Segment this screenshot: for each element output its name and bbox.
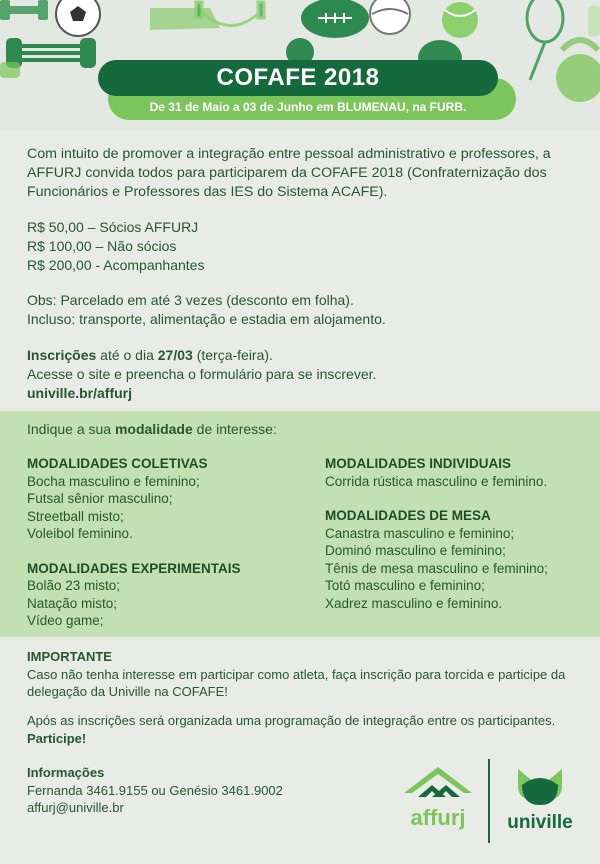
list-item: Corrida rústica masculino e feminino. [325,473,548,489]
registration-date: 27/03 [157,347,193,363]
individual-modalities-heading: MODALIDADES INDIVIDUAIS [325,456,512,471]
registration-label: Inscrições [27,347,97,363]
list-item: Natação misto; [27,595,118,611]
important-heading: IMPORTANTE [27,649,112,664]
list-item: Streetball misto; [27,508,124,524]
contact-email[interactable]: affurj@univille.br [27,800,124,815]
svg-text:affurj: affurj [410,805,466,830]
price-item: R$ 200,00 - Acompanhantes [27,257,205,273]
title-pill [98,60,498,96]
contact-info [27,764,283,817]
contact-phones: Fernanda 3461.9155 ou Genésio 3461.9002 [27,782,283,798]
list-item: Totó masculino e feminino; [325,578,485,593]
volleyball-icon [370,0,410,34]
intro-paragraph: Com intuito de promover a integração entre pessoal administrativo e professores, a AFFURJ convida todos para participarem da COFAFE 2018 (Confraternização dos Funcionários e Professores das IES do Sistema ACAFE). [27,146,551,200]
dumbbell-icon-right [588,6,600,36]
obs-line: Obs: Parcelado em até 3 vezes (desconto em folha). [27,292,354,308]
logos [398,755,578,847]
included-line: Incluso: transporte, alimentação e estadia em alojamento. [27,311,386,327]
registration-instructions: Acesse o site e preencha o formulário para se inscrever. [27,366,377,382]
kettlebell-icon-left [0,62,20,78]
price-item: R$ 50,00 – Sócios AFFURJ [27,219,199,235]
call-to-action: Participe! [27,730,87,746]
list-item: Voleibol feminino. [27,526,133,541]
contact-heading: Informações [27,765,105,780]
list-item: Futsal sênior masculino; [27,491,173,506]
observations [27,291,386,329]
soccer-ball-icon [56,0,100,36]
collective-modalities-heading: MODALIDADES COLETIVAS [27,456,208,471]
event-dates: De 31 de Maio a 03 de Junho em BLUMENAU, na FURB. [149,100,467,114]
program-notice [27,712,587,747]
modalities-left-column [27,455,307,630]
list-item: Bolão 23 misto; [27,578,121,593]
registration-mid: até o dia [96,347,158,363]
affurj-logo [404,767,472,830]
modalities-right-column [325,455,595,612]
list-item: Tênis de mesa masculino e feminino; [325,560,548,576]
registration-info [27,346,376,403]
tennis-ball-icon [442,2,478,38]
title-banner [98,60,516,122]
list-item: Bocha masculino e feminino; [27,473,200,489]
table-modalities-heading: MODALIDADES DE MESA [325,508,491,523]
list-item: Xadrez masculino e feminino. [325,595,503,611]
svg-text:univille: univille [507,812,573,833]
price-list [27,218,204,275]
program-text: Após as inscrições será organizada uma programação de integração entre os participantes. [27,713,556,728]
registration-weekday: (terça-feira). [192,347,273,363]
list-item: Vídeo game; [27,613,104,628]
price-item: R$ 100,00 – Não sócios [27,238,177,254]
registration-link[interactable]: univille.br/affurj [27,385,133,401]
list-item: Canastra masculino e feminino; [325,525,515,541]
univille-logo [507,769,572,833]
important-notice [27,648,587,701]
experimental-modalities-heading: MODALIDADES EXPERIMENTAIS [27,560,241,576]
registration-deadline [27,346,376,365]
important-text: Caso não tenha interesse em participar como atleta, faça inscrição para torcida e participe da delegação da Univille na COFAFE! [27,666,566,699]
page-title: COFAFE 2018 [216,64,380,91]
list-item: Dominó masculino e feminino; [325,543,506,558]
modality-prompt: Indique a sua modalidade de interesse: [27,421,277,437]
